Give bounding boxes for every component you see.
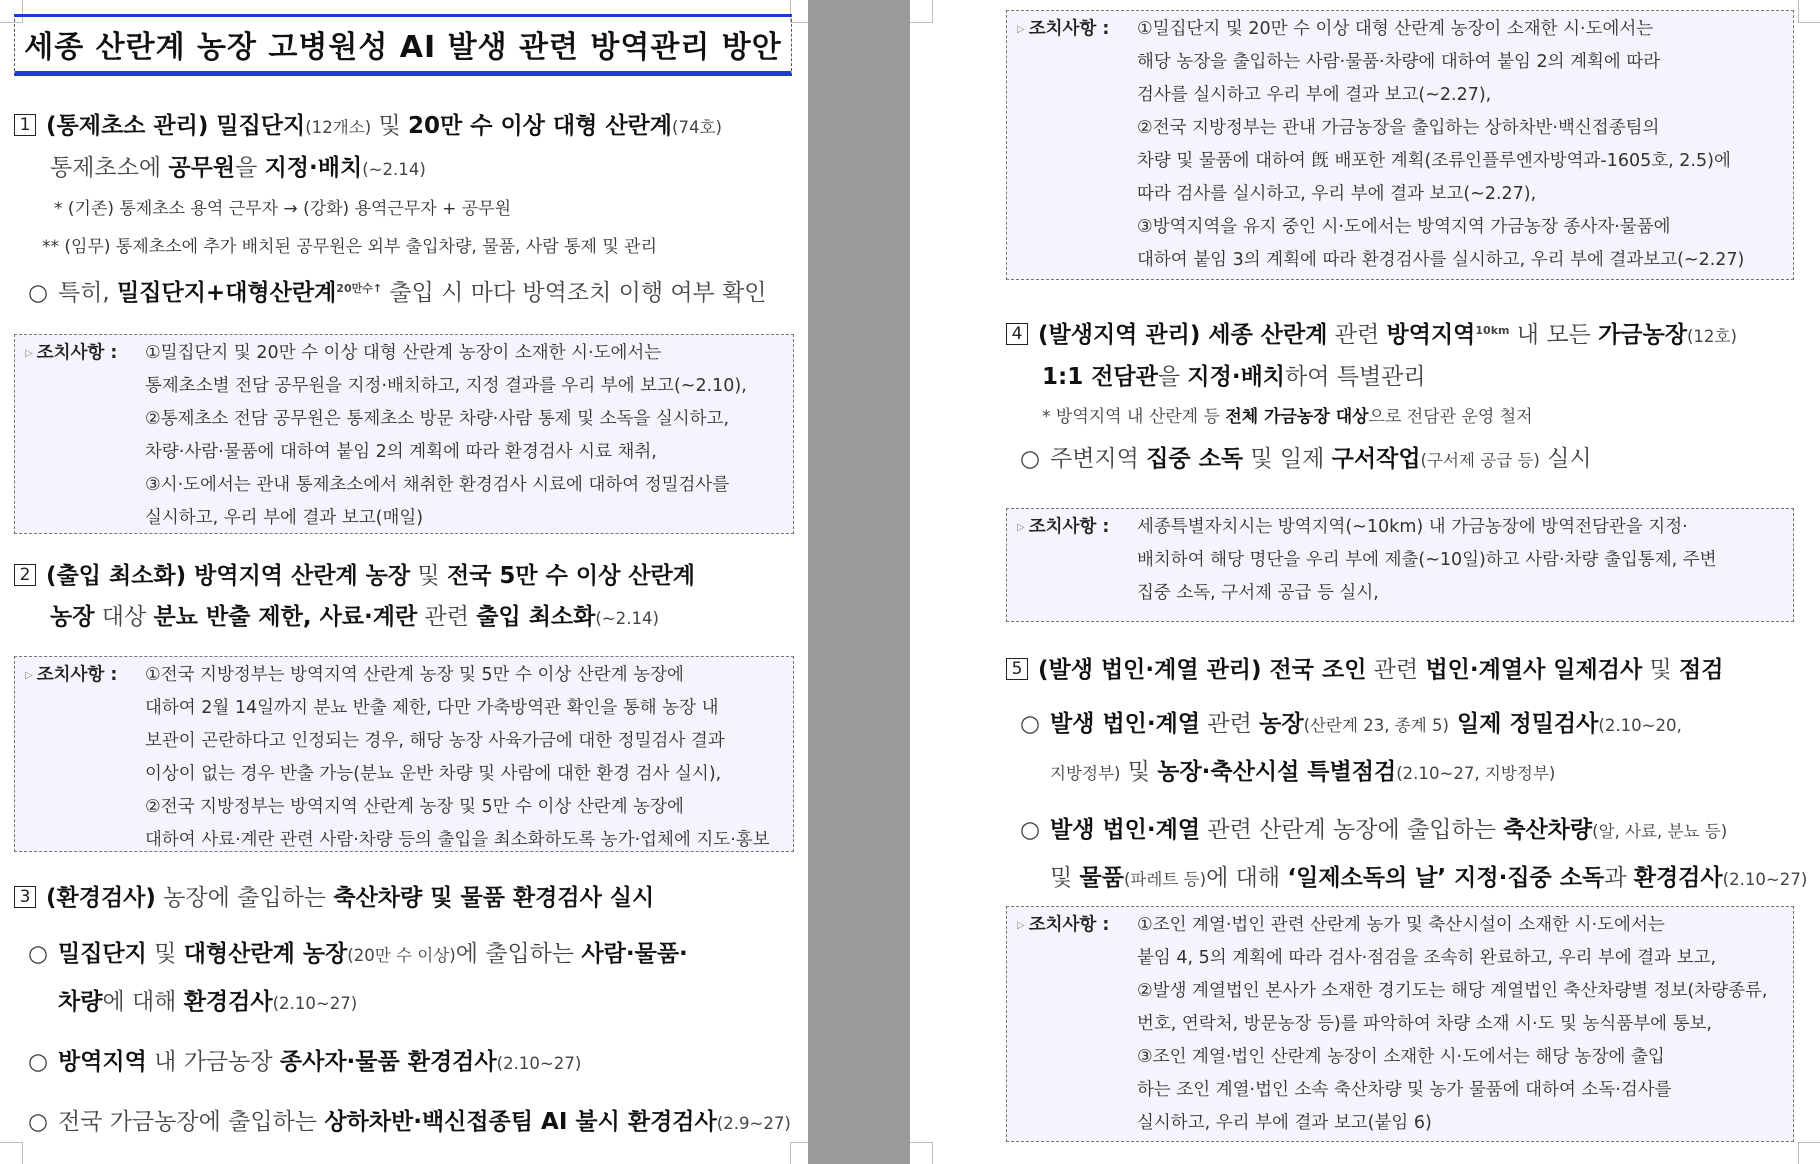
- text-run: 특히,: [58, 280, 118, 306]
- text-run: 집중 소독: [1146, 446, 1244, 472]
- text-run: 에 대해: [102, 989, 184, 1015]
- text-run: 농장에 출입하는: [155, 885, 334, 911]
- action-line: 대하여 2월 14일까지 분뇨 반출 제한, 다만 가축방역관 확인을 통해 농장 내: [145, 698, 719, 718]
- action-box-4: ▷ 조치사항 : 세종특별자치시는 방역지역(~10km) 내 가금농장에 방역전담관을 지정· 배치하여 해당 명단을 우리 부에 제출(~10일)하고 사람·차량 출입통제, 주변 집중 소독, 구서제 공급 등 실시,: [1006, 508, 1794, 622]
- action-line: 실시하고, 우리 부에 결과 보고(매일): [145, 508, 424, 528]
- bullet-item-cont: [1006, 855, 1812, 903]
- text-run: 관련: [1200, 711, 1260, 737]
- text-run: 하여 특별관리: [1285, 364, 1426, 390]
- action-line: 세종특별자치시는 방역지역(~10km) 내 가금농장에 방역전담관을 지정·: [1137, 517, 1688, 537]
- text-run: (알, 사료, 분뇨 등): [1592, 822, 1728, 841]
- action-line: ②전국 지방정부는 방역지역 산란계 농장 및 5만 수 이상 산란계 농장에: [145, 797, 684, 817]
- text-run: (12호): [1686, 327, 1737, 346]
- text-run: (파레트 등): [1123, 870, 1207, 889]
- text-run: (발생지역 관리) 세종 산란계: [1038, 322, 1328, 348]
- action-line: 이상이 없는 경우 반출 가능(분뇨 운반 차량 및 사람에 대한 환경 검사 실시),: [145, 764, 722, 784]
- text-run: 및: [146, 941, 184, 967]
- text-run: (출입 최소화) 방역지역 산란계 농장: [46, 563, 411, 589]
- text-run: 전국 가금농장에 출입하는: [58, 1109, 325, 1135]
- action-line: 차량 및 물품에 대하여 旣 배포한 계획(조류인플루엔자방역과-1605호, 2.5)에: [1137, 151, 1731, 171]
- text-run: 밀집단지: [58, 941, 147, 967]
- text-run: 방역지역: [58, 1049, 147, 1075]
- text-run: 관련 산란계 농장에 출입하는: [1200, 817, 1504, 843]
- section-4: [1006, 310, 1812, 484]
- bullet-item: ○ 특히, 밀집단지+대형산란계$^{20만수↑}$ 출입 시 마다 방역조치 이행 여부 확인: [28, 280, 767, 306]
- text-run: (12개소): [305, 118, 372, 137]
- text-run: 종사자·물품 환경검사: [279, 1049, 497, 1075]
- text-run: 분뇨 반출 제한, 사료·계란: [153, 604, 418, 630]
- text-run: 대형산란계 농장: [183, 941, 348, 967]
- text-run: 관련: [1366, 657, 1426, 683]
- text-run: 법인·계열사 일제검사: [1425, 657, 1643, 683]
- text-run: 방역지역: [1386, 322, 1476, 348]
- text-run: 을: [1157, 364, 1188, 390]
- text-run: 에 출입하는: [455, 941, 582, 967]
- text-run: 구서작업: [1331, 446, 1421, 472]
- text-run: (환경검사): [46, 885, 156, 911]
- note: ** (임무) 통제초소에 추가 배치된 공무원은 외부 출입차량, 물품, 사람 통제 및 관리: [42, 237, 657, 257]
- action-line: 대하여 사료·계란 관련 사람·차량 등의 출입을 최소화하도록 농가·업체에 지도·홍보: [145, 830, 770, 850]
- action-line: ①밀집단지 및 20만 수 이상 대형 산란계 농장이 소재한 시·도에서는: [145, 343, 662, 363]
- action-line: 보관이 곤란하다고 인정되는 경우, 해당 농장 사육가금에 대한 정밀검사 결과: [145, 731, 725, 751]
- text-run: 및: [371, 113, 408, 139]
- section-1: [14, 106, 800, 316]
- document-title-box: [14, 14, 792, 76]
- text-run: (2.9~27): [716, 1114, 791, 1133]
- text-run: 내 가금농장: [146, 1049, 280, 1075]
- section-number: 5: [1006, 658, 1028, 680]
- text-run: (구서제 공급 등): [1420, 451, 1540, 470]
- action-box-2: ▷ 조치사항 : ①전국 지방정부는 방역지역 산란계 농장 및 5만 수 이상 산란계 농장에 대하여 2월 14일까지 분뇨 반출 제한, 다만 가축방역관 확인을 통해 농장 내 보관이 곤란하다고 인정되는 경우, 해당 농장 사육가금에 대한 정밀검사 결과 이상이 없는 경우 반출 가능(분뇨 운반 차량 및 사람에 대한 환경 검사 실시), ②전국 지방정부는 방역지역 산란계 농장 및 5만 수 이상 산란계 농장에 대하여 사료·계란 관련 사람·차량 등의 출입을 최소화하도록 농가·업체에 지도·홍보: [14, 656, 794, 852]
- action-label: 조치사항 :: [36, 665, 118, 685]
- action-label: 조치사항 :: [36, 343, 118, 363]
- action-line: ①조인 계열·법인 관련 산란계 농가 및 축산시설이 소재한 시·도에서는: [1137, 915, 1665, 935]
- text-run: ‘일제소독의 날’ 지정·집중 소독: [1287, 865, 1605, 891]
- section-2-heading: [14, 556, 800, 639]
- text-run: (20만 수 이상): [347, 946, 456, 965]
- section-3-heading: [14, 878, 800, 919]
- section-number: 3: [14, 886, 36, 908]
- action-text: [1137, 13, 1744, 277]
- text-run: (2.10~27): [496, 1054, 582, 1073]
- bullet-item: ○ 밀집단지 및 대형산란계 농장(20만 수 이상)에 출입하는 사람·물품·: [28, 941, 688, 967]
- text-run: (발생 법인·계열 관리) 전국 조인: [1038, 657, 1367, 683]
- action-text: [1137, 909, 1767, 1140]
- text-run: 실시: [1539, 446, 1592, 472]
- text-run: 농장·축산시설 특별점검: [1157, 759, 1397, 785]
- text-run: 관련: [1327, 322, 1387, 348]
- action-line: 배치하여 해당 명단을 우리 부에 제출(~10일)하고 사람·차량 출입통제, 주변: [1137, 550, 1717, 570]
- text-run: (2.10~27, 지방정부): [1396, 764, 1556, 783]
- bullet-item: ○ 주변지역 집중 소독 및 일제 구서작업(구서제 공급 등) 실시: [1020, 446, 1592, 472]
- bullet-item-cont: [1006, 749, 1812, 797]
- text-run: (2.10~20,: [1598, 716, 1682, 735]
- crop-mark: [910, 0, 933, 23]
- action-label: 조치사항 :: [1028, 915, 1110, 935]
- text-run: (2.10~27): [1722, 870, 1808, 889]
- text-run: 환경검사: [1633, 865, 1723, 891]
- section-5-heading: [1006, 650, 1812, 691]
- text-run: 및: [410, 563, 447, 589]
- action-line: 집중 소독, 구서제 공급 등 실시,: [1137, 583, 1379, 603]
- text-run: 과: [1604, 865, 1634, 891]
- action-box-3: ▷ 조치사항 : ①밀집단지 및 20만 수 이상 대형 산란계 농장이 소재한 시·도에서는 해당 농장을 출입하는 사람·물품·차량에 대하여 붙임 2의 계획에 따라 검사를 실시하고 우리 부에 결과 보고(~2.27), ②전국 지방정부는 관내 가금농장을 출입하는 상하차반·백신접종팀의 차량 및 물품에 대하여 旣 배포한 계획(조류인플루엔자방역과-1605호, 2.5)에 따라 검사를 실시하고, 우리 부에 결과 보고(~2.27), ③방역지역을 유지 중인 시·도에서는 방역지역 가금농장 종사자·물품에 대하여 붙임 3의 계획에 따라 환경검사를 실시하고, 우리 부에 결과보고(~2.27): [1006, 10, 1794, 280]
- section-number: 1: [14, 114, 36, 136]
- text-run: 농장: [50, 604, 95, 630]
- text-run: 출입 시 마다 방역조치 이행 여부 확인: [382, 280, 767, 306]
- text-run: 주변지역: [1050, 446, 1147, 472]
- text-run: 내 모든: [1509, 322, 1599, 348]
- bullet-item: ○ 발생 법인·계열 관련 농장(산란계 23, 종계 5) 일제 정밀검사(2.10~20,: [1020, 711, 1682, 737]
- action-line: 통제초소별 전담 공무원을 지정·배치하고, 지정 결과를 우리 부에 보고(~2.10),: [145, 376, 747, 396]
- action-line: 따라 검사를 실시하고, 우리 부에 결과 보고(~2.27),: [1137, 184, 1537, 204]
- text-run: 지방정부): [1050, 764, 1121, 783]
- text-run: 밀집단지+대형산란계: [117, 280, 337, 306]
- action-text: [145, 337, 747, 535]
- action-line: ③조인 계열·법인 산란계 농장이 소재한 시·도에서는 해당 농장에 출입: [1137, 1047, 1665, 1067]
- text-run: 일제 정밀검사: [1449, 711, 1599, 737]
- text-run: 및: [1120, 759, 1158, 785]
- text-run: 공무원: [168, 155, 236, 181]
- text-run: 20만수↑: [336, 282, 383, 295]
- text-run: 및: [1050, 865, 1080, 891]
- text-run: 대상: [94, 604, 154, 630]
- text-run: 점검: [1679, 657, 1724, 683]
- text-run: (산란계 23, 종계 5): [1303, 716, 1450, 735]
- text-run: 차량: [58, 989, 103, 1015]
- section-1-heading: [14, 106, 800, 190]
- bullet-item: ○ 방역지역 내 가금농장 종사자·물품 환경검사(2.10~27): [28, 1049, 582, 1075]
- action-label: 조치사항 :: [1028, 19, 1110, 39]
- action-text: [145, 659, 770, 857]
- text-run: 상하차반·백신접종팀 AI 불시 환경검사: [324, 1109, 717, 1135]
- text-run: (통제초소 관리) 밀집단지: [46, 113, 306, 139]
- action-line: ③시·도에서는 관내 통제초소에서 채취한 환경검사 시료에 대하여 정밀검사를: [145, 475, 730, 495]
- action-line: 붙임 4, 5의 계획에 따라 검사·점검을 조속히 완료하고, 우리 부에 결과 보고,: [1137, 948, 1717, 968]
- text-run: 발생 법인·계열: [1050, 817, 1201, 843]
- text-run: 을: [235, 155, 265, 181]
- text-run: 으로 전담관 운영 철저: [1368, 407, 1533, 427]
- text-run: 관련: [417, 604, 477, 630]
- action-label: 조치사항 :: [1028, 517, 1110, 537]
- action-text: [1137, 511, 1717, 610]
- action-line: 실시하고, 우리 부에 결과 보고(붙임 6): [1137, 1113, 1432, 1133]
- action-line: 대하여 붙임 3의 계획에 따라 환경검사를 실시하고, 우리 부에 결과보고(~2.27): [1137, 250, 1745, 270]
- action-line: 검사를 실시하고 우리 부에 결과 보고(~2.27),: [1137, 85, 1492, 105]
- bullet-item: ○ 발생 법인·계열 관련 산란계 농장에 출입하는 축산차량(알, 사료, 분뇨 등): [1020, 817, 1728, 843]
- text-run: 물품: [1079, 865, 1124, 891]
- text-run: 및: [1642, 657, 1680, 683]
- document-page-left: [0, 0, 808, 1164]
- text-run: 전체 가금농장 대상: [1225, 407, 1369, 427]
- action-line: ②발생 계열법인 본사가 소재한 경기도는 해당 계열법인 축산차량별 정보(차량종류,: [1137, 981, 1768, 1001]
- action-line: ③방역지역을 유지 중인 시·도에서는 방역지역 가금농장 종사자·물품에: [1137, 217, 1671, 237]
- text-run: 축산차량: [1503, 817, 1593, 843]
- crop-mark: [910, 1142, 933, 1164]
- action-line: 차량·사람·물품에 대하여 붙임 2의 계획에 따라 환경검사 시료 채취,: [145, 442, 657, 462]
- text-run: 에 대해: [1206, 865, 1288, 891]
- text-run: 및 일제: [1243, 446, 1332, 472]
- action-line: 해당 농장을 출입하는 사람·물품·차량에 대하여 붙임 2의 계획에 따라: [1137, 52, 1661, 72]
- crop-mark: [1798, 1142, 1820, 1164]
- text-run: (2.10~27): [272, 994, 358, 1013]
- text-run: 가금농장: [1598, 322, 1687, 348]
- text-run: 환경검사: [183, 989, 273, 1015]
- section-2: [14, 556, 800, 639]
- action-line: 하는 조인 계열·법인 소속 축산차량 및 농가 물품에 대하여 소독·검사를: [1137, 1080, 1672, 1100]
- text-run: 농장: [1259, 711, 1304, 737]
- section-number: 4: [1006, 323, 1028, 345]
- section-3: [14, 878, 800, 1147]
- text-run: 지정·배치: [264, 155, 363, 181]
- action-line: ①밀집단지 및 20만 수 이상 대형 산란계 농장이 소재한 시·도에서는: [1137, 19, 1654, 39]
- crop-mark: [1798, 0, 1820, 23]
- action-line: 번호, 연락처, 방문농장 등)를 파악하여 차량 소재 시·도 및 농식품부에 통보,: [1137, 1014, 1712, 1034]
- text-run: 지정·배치: [1187, 364, 1286, 390]
- text-run: 출입 최소화: [476, 604, 596, 630]
- document-title: 세종 산란계 농장 고병원성 AI 발생 관련 방역관리 방안: [24, 30, 782, 65]
- action-line: ②전국 지방정부는 관내 가금농장을 출입하는 상하차반·백신접종팀의: [1137, 118, 1660, 138]
- text-run: 전국 5만 수 이상 산란계: [446, 563, 695, 589]
- text-run: 발생 법인·계열: [1050, 711, 1201, 737]
- note: * (기존) 통제초소 용역 근무자 → (강화) 용역근무자 + 공무원: [54, 199, 512, 219]
- text-run: 축산차량 및 물품 환경검사 실시: [333, 885, 655, 911]
- text-run: (~2.14): [595, 609, 659, 628]
- section-number: 2: [14, 564, 36, 586]
- text-run: (74호): [672, 118, 722, 137]
- note: [1006, 398, 1812, 436]
- action-line: ①전국 지방정부는 방역지역 산란계 농장 및 5만 수 이상 산란계 농장에: [145, 665, 684, 685]
- bullet-item: ○ 전국 가금농장에 출입하는 상하차반·백신접종팀 AI 불시 환경검사(2.9~27): [28, 1109, 791, 1135]
- text-run: 통제초소에: [50, 155, 169, 181]
- text-run: 20만 수 이상 대형 산란계: [408, 113, 672, 139]
- document-page-right: [910, 0, 1820, 1164]
- text-run: 10km: [1475, 324, 1510, 337]
- text-run: 사람·물품·: [581, 941, 688, 967]
- action-box-1: ▷ 조치사항 : ①밀집단지 및 20만 수 이상 대형 산란계 농장이 소재한 시·도에서는 통제초소별 전담 공무원을 지정·배치하고, 지정 결과를 우리 부에 보고(~2.10), ②통제초소 전담 공무원은 통제초소 방문 차량·사람 통제 및 소독을 실시하고, 차량·사람·물품에 대하여 붙임 2의 계획에 따라 환경검사 시료 채취, ③시·도에서는 관내 통제초소에서 채취한 환경검사 시료에 대하여 정밀검사를 실시하고, 우리 부에 결과 보고(매일): [14, 334, 794, 534]
- section-5: [1006, 650, 1812, 903]
- text-run: 1:1 전담관: [1042, 364, 1158, 390]
- action-line: ②통제초소 전담 공무원은 통제초소 방문 차량·사람 통제 및 소독을 실시하고,: [145, 409, 730, 429]
- text-run: * 방역지역 내 산란계 등: [1042, 407, 1226, 427]
- bullet-item-cont: [14, 979, 800, 1027]
- action-box-5: ▷ 조치사항 : ①조인 계열·법인 관련 산란계 농가 및 축산시설이 소재한 시·도에서는 붙임 4, 5의 계획에 따라 검사·점검을 조속히 완료하고, 우리 부에 결과 보고, ②발생 계열법인 본사가 소재한 경기도는 해당 계열법인 축산차량별 정보(차량종류, 번호, 연락처, 방문농장 등)를 파악하여 차량 소재 시·도 및 농식품부에 통보, ③조인 계열·법인 산란계 농장이 소재한 시·도에서는 해당 농장에 출입 하는 조인 계열·법인 소속 축산차량 및 농가 물품에 대하여 소독·검사를 실시하고, 우리 부에 결과 보고(붙임 6): [1006, 906, 1794, 1142]
- text-run: (~2.14): [362, 160, 426, 179]
- section-4-heading: [1006, 310, 1812, 398]
- crop-mark: [790, 0, 808, 23]
